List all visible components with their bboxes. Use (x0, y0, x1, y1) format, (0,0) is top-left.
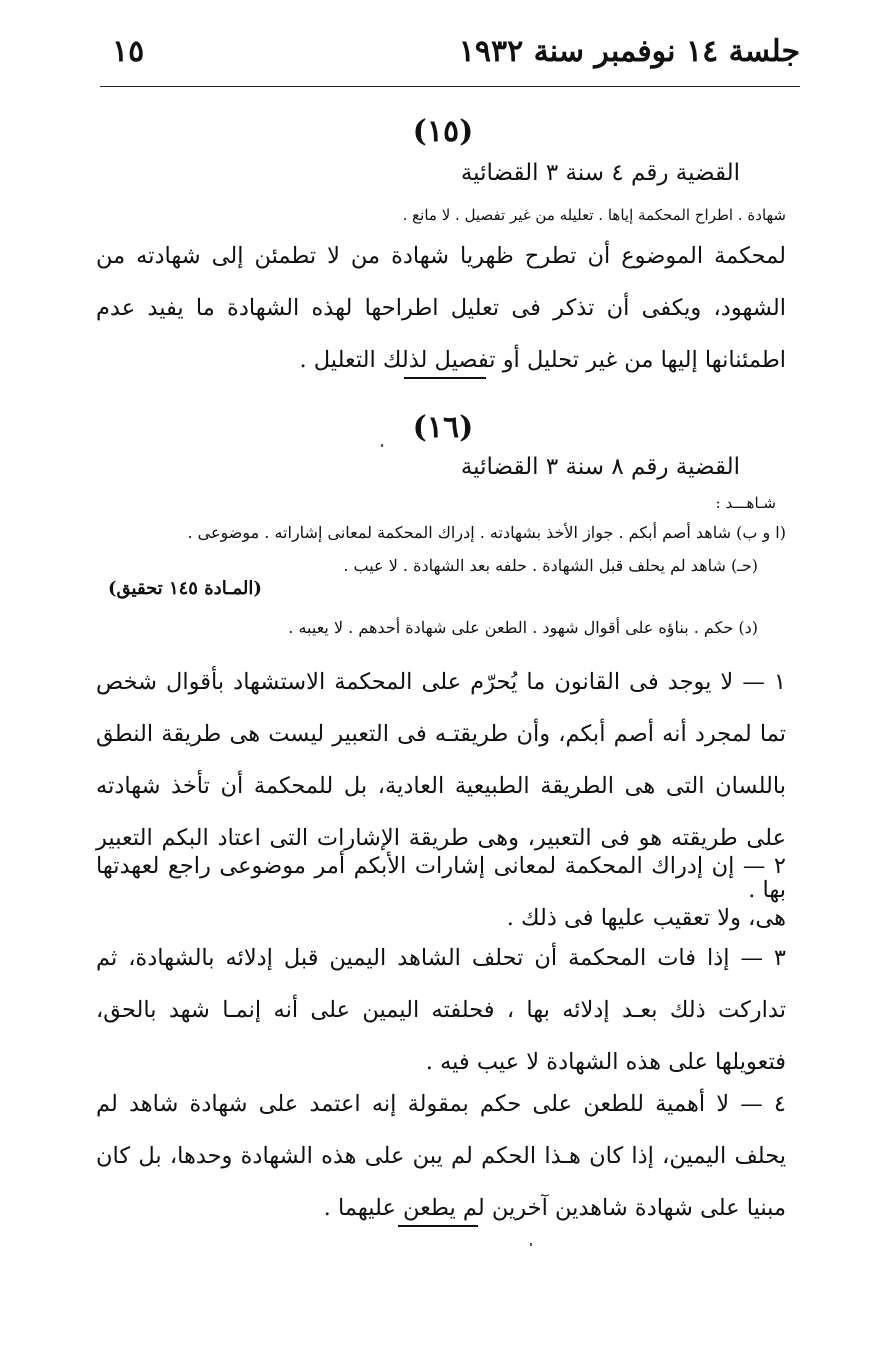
section-16-case-title: القضية رقم ٨ سنة ٣ القضائية (460, 454, 740, 480)
summary-item: (د) حكم . بناؤه على أقوال شهود . الطعن على شهادة أحدهم . لا يعيبه . (288, 618, 758, 637)
numbered-paragraph: ٢ — إن إدراك المحكمة لمعانى إشارات الأبكم أمر موضوعى راجع لعهدتها هى، ولا تعقيب عليها فى ذلك . (96, 853, 786, 931)
numbered-paragraph: ١ — لا يوجد فى القانون ما يُحرّم على المحكمة الاستشهاد بأقوال شخص تما لمجرد أنه أصم أبكم، وأن طريقتـه فى التعبير ليست هى طريقة النطق باللسان التى هى الطريقة الطبيعية العادية، بل للمحكمة أن تأخذ شهادته على طريقته هو فى التعبير، وهى طريقة الإشارات التى اعتاد البكم التعبير بها . (96, 669, 786, 903)
section-15-case-title: القضية رقم ٤ سنة ٣ القضائية (460, 160, 740, 186)
numbered-paragraph: ٣ — إذا فات المحكمة أن تحلف الشاهد اليمين قبل إدلائه بالشهادة، ثم تداركت ذلك بعـد إدلائه بها ، فحلفته اليمين على أنه إنمـا شهد بالحق، فتعويلها على هذه الشهادة لا عيب فيه . (96, 945, 786, 1075)
page-number: ١٥ (112, 34, 145, 69)
section-separator (404, 377, 486, 379)
summary-item: (حـ) شاهد لم يحلف قبل الشهادة . حلفه بعد الشهادة . لا عيب . (343, 556, 758, 575)
running-header (100, 30, 800, 87)
print-speck (530, 1243, 532, 1246)
section-15-number: (١٥) (412, 114, 474, 149)
summary-item: (ا و ب) شاهد أصم أبكم . جواز الأخذ بشهادته . إدراك المحكمة لمعانى إشاراته . موضوعى . (187, 523, 786, 542)
section-15-body: لمحكمة الموضوع أن تطرح ظهريا شهادة من لا تطمئن إلى شهادته من الشهود، ويكفى أن تذكر فى تعليل اطراحها لهذه الشهادة ما يفيد عدم اطمئنانها إليها من غير تحليل أو تفصيل لذلك التعليل . (96, 243, 786, 373)
section-16-number: (١٦) (412, 410, 474, 445)
end-separator (398, 1225, 478, 1227)
section-15-summary: شهادة . اطراح المحكمة إياها . تعليله من غير تفصيل . لا مانع . (402, 206, 786, 224)
session-title: جلسة ١٤ نوفمبر سنة ١٩٣٢ (458, 34, 800, 69)
section-16-summary-head: شـاهـــد : (715, 494, 776, 512)
numbered-paragraph: ٤ — لا أهمية للطعن على حكم بمقولة إنه اعتمد على شهادة شاهد لم يحلف اليمين، إذا كان هـذا الحكم لم يبن على هذه الشهادة وحدها، بل كان مبنيا على شهادة شاهدين آخرين لم يطعن عليهما . (96, 1091, 786, 1221)
article-reference: (المـادة ١٤٥ تحقيق) (108, 578, 262, 599)
